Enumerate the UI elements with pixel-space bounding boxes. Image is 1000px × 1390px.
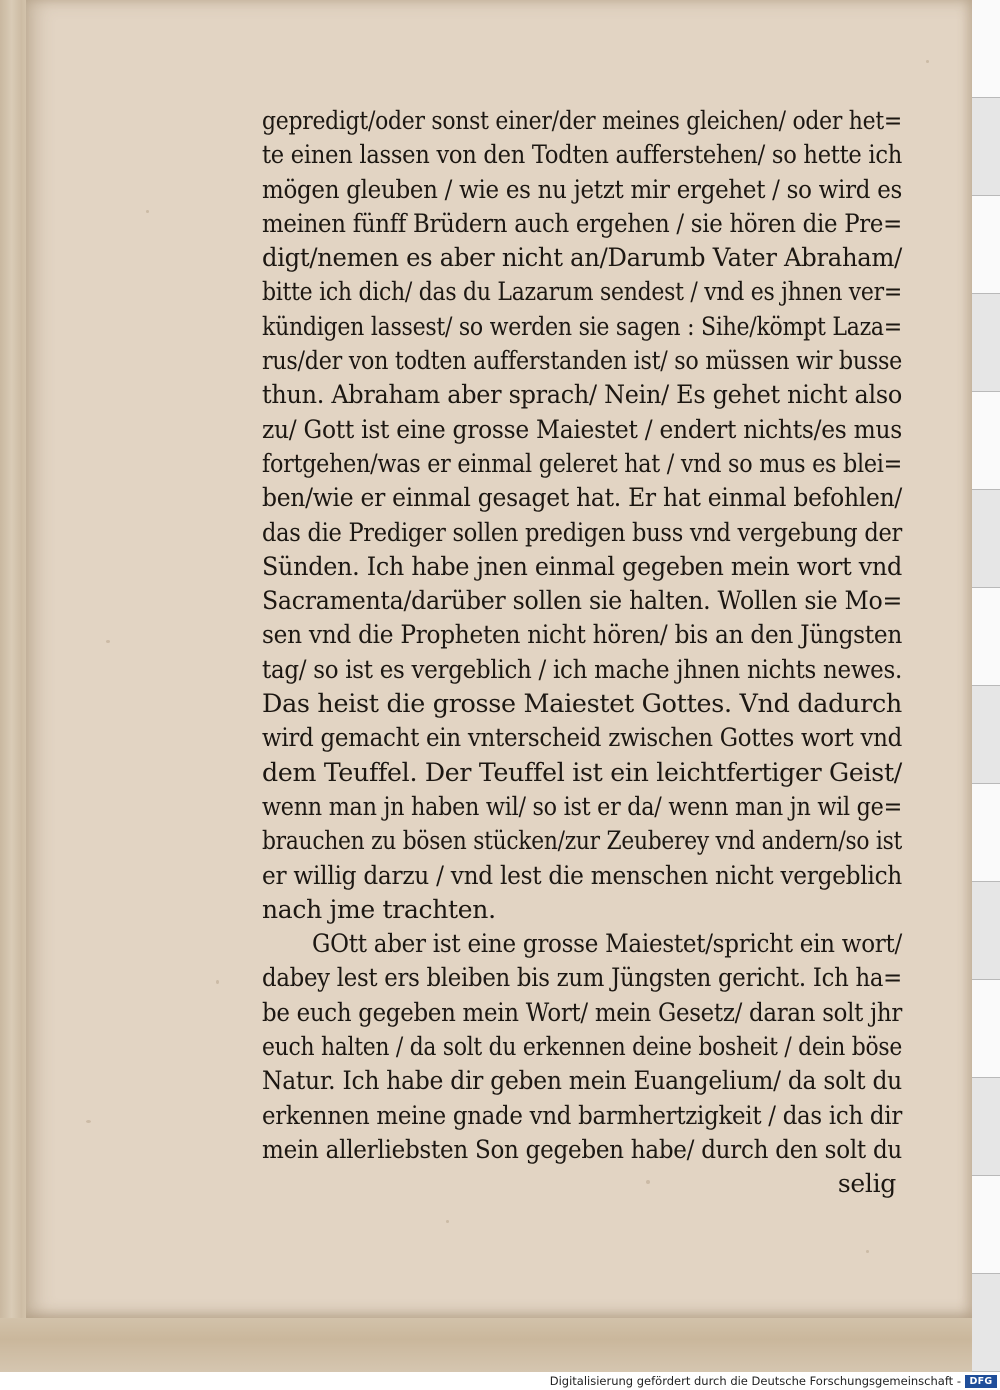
text-line <box>262 1030 902 1064</box>
text-line-content: gepredigt/oder sonst einer/der meines gleichen/ oder het= <box>262 106 902 135</box>
text-line <box>262 481 902 515</box>
text-line <box>262 550 902 584</box>
scale-segment <box>972 882 1000 980</box>
text-line <box>262 413 902 447</box>
text-line-content: wird gemacht ein vnterscheid zwischen Gottes wort vnd <box>262 723 902 753</box>
scale-segment <box>972 196 1000 294</box>
text-line <box>262 927 902 961</box>
scale-segment <box>972 588 1000 686</box>
text-line <box>262 516 902 550</box>
text-line <box>262 824 902 858</box>
text-line <box>262 378 902 412</box>
text-line <box>262 687 902 721</box>
text-line-content: ben/wie er einmal gesaget hat. Er hat einmal befohlen/ <box>262 483 902 513</box>
text-line-content: thun. Abraham aber sprach/ Nein/ Es gehet nicht also <box>262 380 902 410</box>
text-line <box>262 104 902 138</box>
text-line-content: Natur. Ich habe dir geben mein Euangelium/ da solt du <box>262 1066 902 1096</box>
text-line-content: rus/der von todten aufferstanden ist/ so müssen wir busse <box>262 346 902 376</box>
text-line-content: digt/nemen es aber nicht an/Darumb Vater Abraham/ <box>262 243 902 273</box>
text-line <box>262 721 902 755</box>
paper-fleck <box>146 210 149 213</box>
text-line-content: Das heist die grosse Maiestet Gottes. Vnd dadurch <box>262 689 902 719</box>
text-line-content: kündigen lassest/ so werden sie sagen : Sihe/kömpt Laza= <box>262 311 902 341</box>
text-line-content: das die Prediger sollen predigen buss vnd vergebung der <box>262 517 902 547</box>
text-line-content: fortgehen/was er einmal geleret hat / vnd so mus es blei= <box>262 448 902 478</box>
text-line-content: dem Teuffel. Der Teuffel ist ein leichtfertiger Geist/ <box>262 757 902 787</box>
text-line-content: meinen fünff Brüdern auch ergehen / sie hören die Pre= <box>262 208 902 238</box>
scale-segment <box>972 294 1000 392</box>
text-line-content: Sünden. Ich habe jnen einmal gegeben mein wort vnd <box>262 551 902 581</box>
text-line-content: te einen lassen von den Todten aufferstehen/ so hette ich <box>262 140 902 170</box>
text-line <box>262 275 902 309</box>
text-line-content: nach jme trachten. <box>262 894 496 924</box>
scale-segment <box>972 392 1000 490</box>
text-line-content: zu/ Gott ist eine grosse Maiestet / endert nichts/es mus <box>262 414 902 444</box>
paper-fleck <box>866 1250 869 1253</box>
text-line <box>262 584 902 618</box>
text-line-content: mein allerliebsten Son gegeben habe/ durch den solt du <box>262 1134 902 1164</box>
text-line-content: be euch gegeben mein Wort/ mein Gesetz/ daran solt jhr <box>262 997 902 1027</box>
catchword-line <box>262 1167 902 1201</box>
text-line <box>262 790 902 824</box>
dfg-logo: DFG <box>965 1375 997 1388</box>
text-line-content: brauchen zu bösen stücken/zur Zeuberey vnd andern/so ist <box>262 826 902 856</box>
catchword: selig <box>837 1169 896 1199</box>
scale-segment <box>972 490 1000 588</box>
page-edge-bottom <box>0 1318 972 1372</box>
scale-segment <box>972 98 1000 196</box>
text-line <box>262 996 902 1030</box>
paper-fleck <box>86 1120 91 1123</box>
text-line <box>262 207 902 241</box>
text-line <box>262 1133 902 1167</box>
text-line <box>262 344 902 378</box>
scale-segment <box>972 0 1000 98</box>
text-line <box>262 241 902 275</box>
scale-segment <box>972 1078 1000 1176</box>
body-text <box>262 104 902 1202</box>
text-line-content: dabey lest ers bleiben bis zum Jüngsten gericht. Ich ha= <box>262 963 902 993</box>
text-line <box>262 961 902 995</box>
scale-segment <box>972 980 1000 1078</box>
text-line <box>262 1099 902 1133</box>
color-scale-bar <box>972 0 1000 1372</box>
text-line-content: bitte ich dich/ das du Lazarum sendest / vnd es jhnen ver= <box>262 277 902 307</box>
scale-segment <box>972 686 1000 784</box>
paper-fleck <box>216 980 219 984</box>
text-line <box>262 447 902 481</box>
text-line <box>262 653 902 687</box>
scale-segment <box>972 1274 1000 1372</box>
text-line-content: tag/ so ist es vergeblich / ich mache jhnen nichts newes. <box>262 654 902 684</box>
funding-notice: Digitalisierung gefördert durch die Deutsche Forschungsgemeinschaft - <box>549 1374 961 1388</box>
text-line <box>262 173 902 207</box>
text-line-content: erkennen meine gnade vnd barmhertzigkeit / das ich dir <box>262 1100 902 1130</box>
text-line-content: euch halten / da solt du erkennen deine bosheit / dein böse <box>262 1032 902 1062</box>
footer-bar <box>0 1372 1000 1390</box>
scale-segment <box>972 784 1000 882</box>
text-line <box>262 893 902 927</box>
text-line <box>262 1064 902 1098</box>
scale-segment <box>972 1176 1000 1274</box>
text-line-content: er willig darzu / vnd lest die menschen nicht vergeblich <box>262 860 902 890</box>
text-line-content: wenn man jn haben wil/ so ist er da/ wenn man jn wil ge= <box>262 791 902 821</box>
text-line-content: sen vnd die Propheten nicht hören/ bis an den Jüngsten <box>262 620 902 650</box>
text-line <box>262 310 902 344</box>
text-line <box>262 859 902 893</box>
text-line-content: GOtt aber ist eine grosse Maiestet/spricht ein wort/ <box>312 929 902 959</box>
paper-fleck <box>446 1220 449 1223</box>
paper-fleck <box>106 640 110 643</box>
text-line <box>262 138 902 172</box>
text-line-content: mögen gleuben / wie es nu jetzt mir ergehet / so wird es <box>262 174 902 204</box>
text-line-content: Sacramenta/darüber sollen sie halten. Wollen sie Mo= <box>262 586 902 616</box>
text-line <box>262 756 902 790</box>
text-line <box>262 618 902 652</box>
paper-fleck <box>926 60 929 63</box>
